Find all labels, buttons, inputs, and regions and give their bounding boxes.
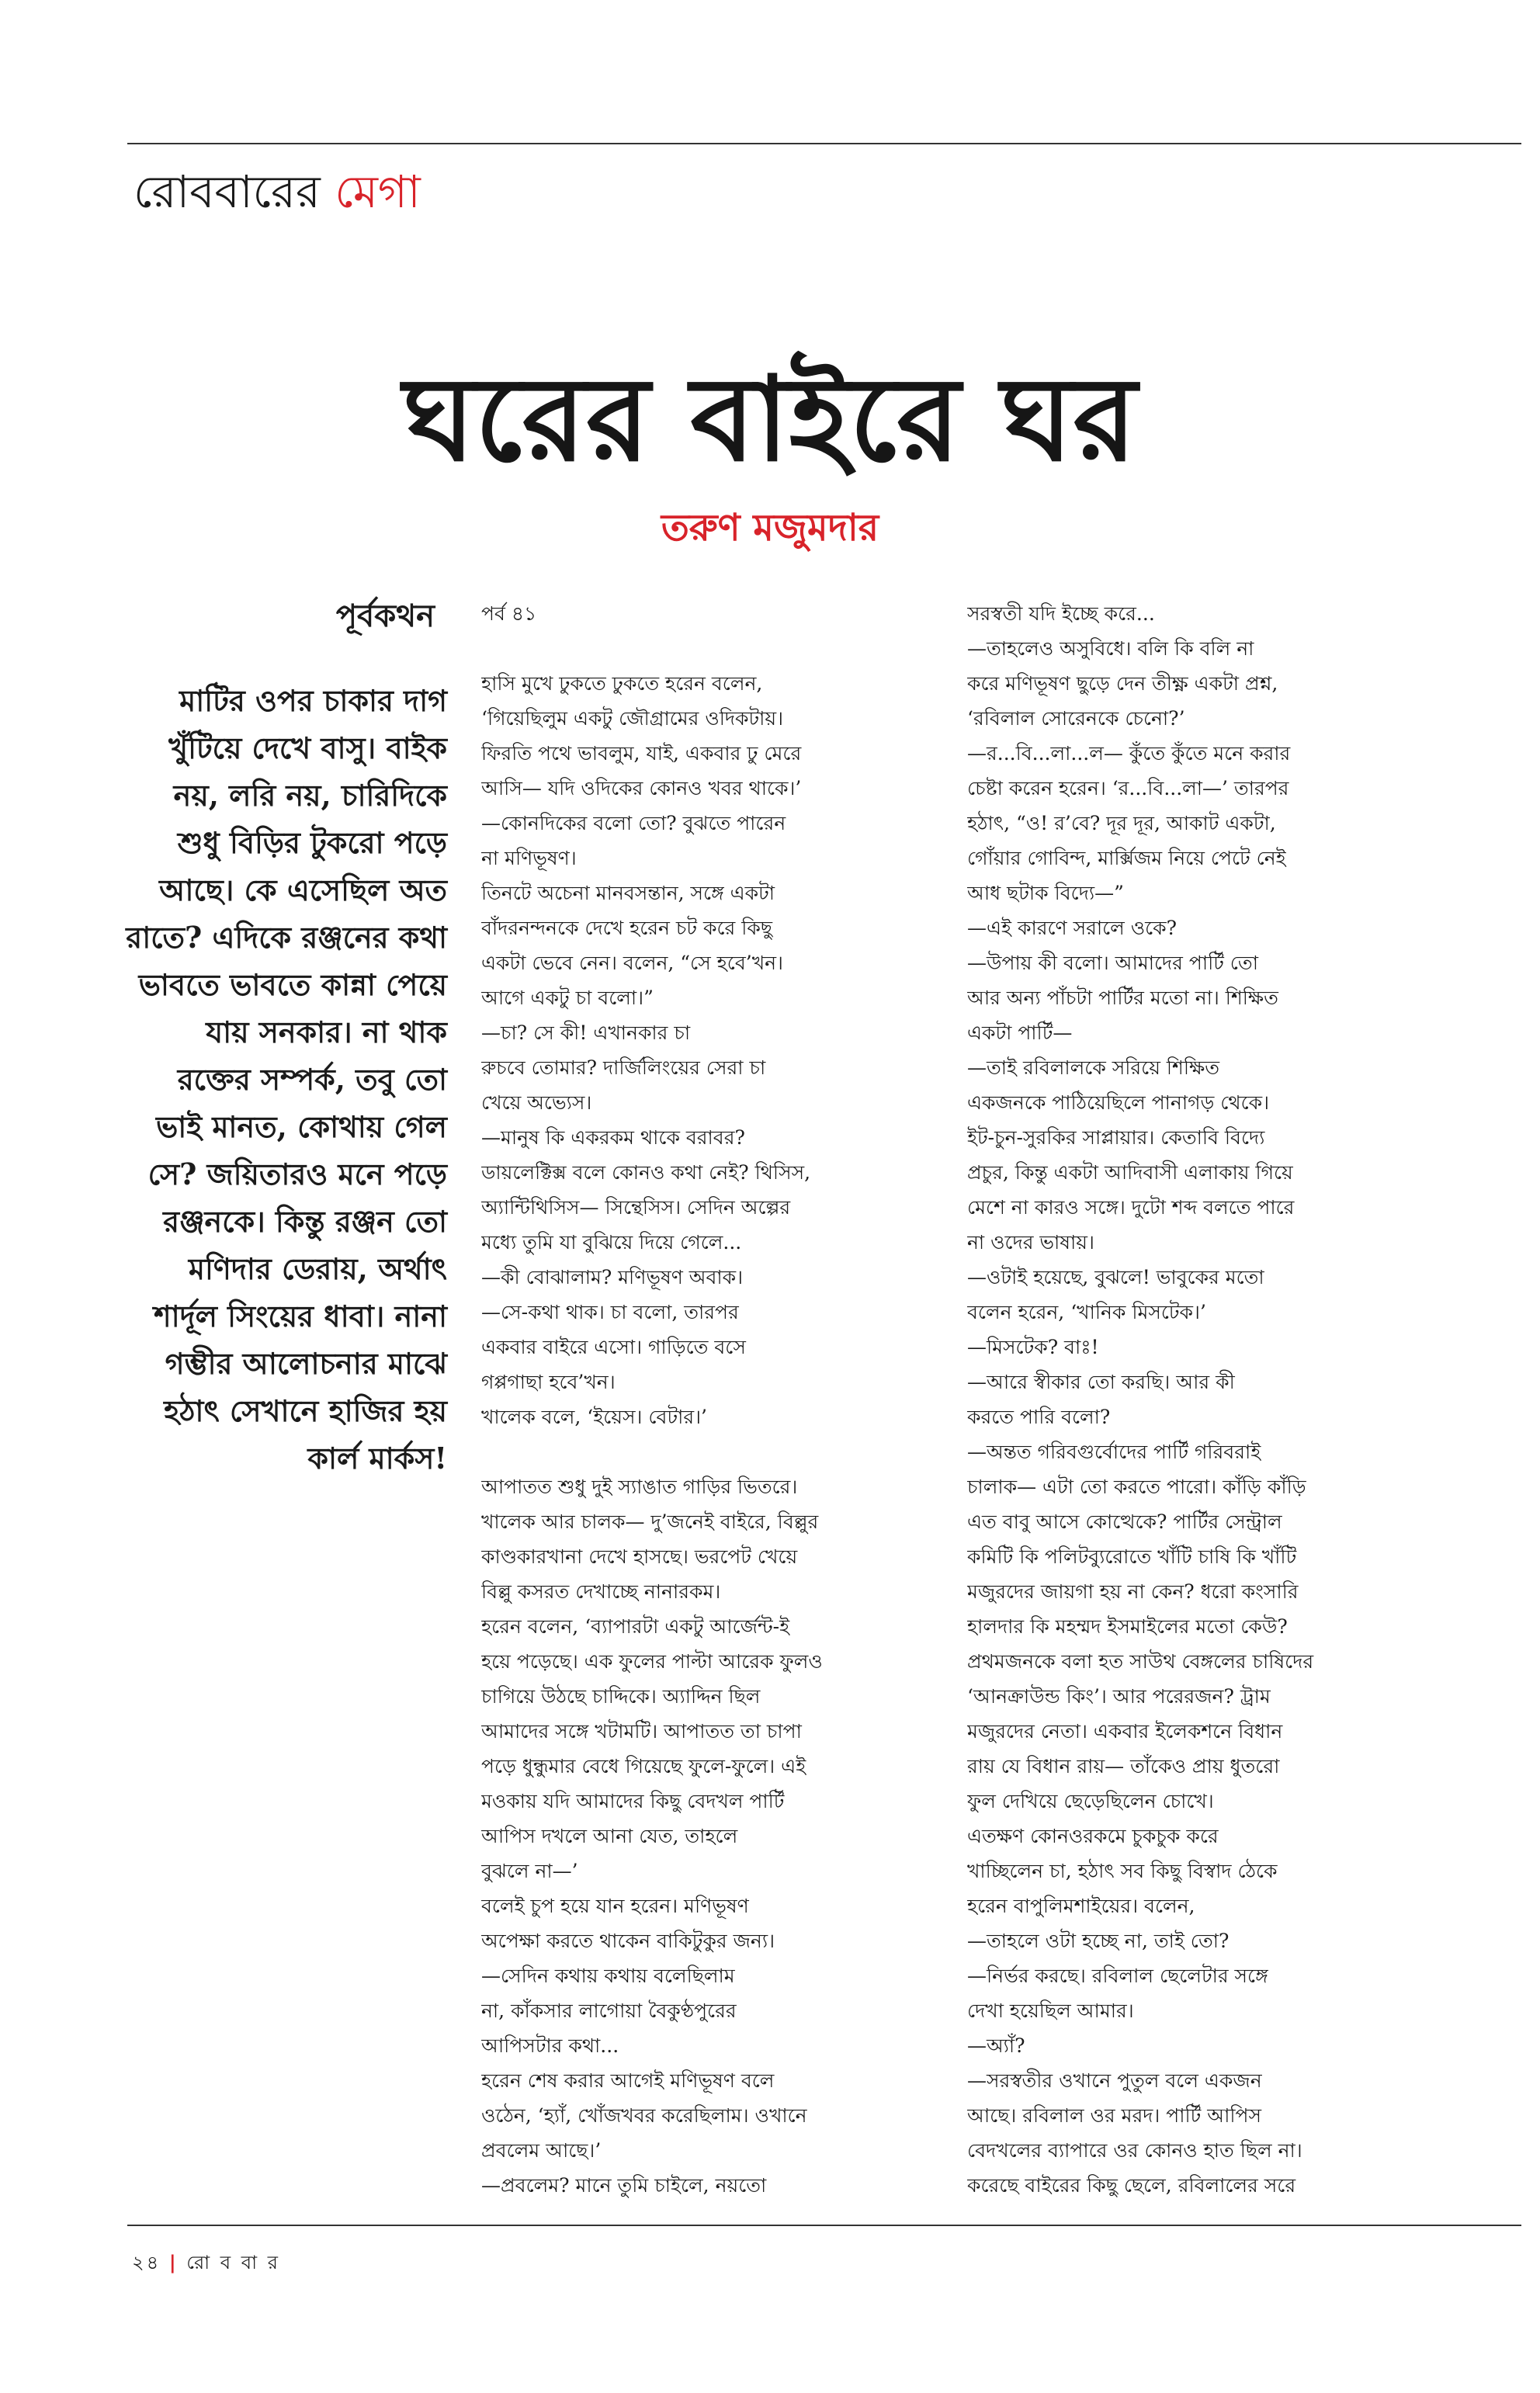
text-line: মেশে না কারও সঙ্গে। দুটো শব্দ বলতে পারে [967,1196,1295,1219]
text-line: —কোনদিকের বলো তো? বুঝতে পারেন [481,812,786,834]
text-line: —র...বি...লা...ল— কুঁতে কুঁতে মনে করার [967,742,1291,765]
text-line: করেছে বাইরের কিছু ছেলে, রবিলালের সরে [967,2174,1296,2197]
author-name: তরুণ মজুমদার [661,506,879,550]
text-line: আসি— যদি ওদিকের কোনও খবর থাকে।’ [481,777,802,799]
text-line: —তাহলেও অসুবিধে। বলি কি বলি না [967,637,1254,660]
text-line: —অ্যাঁ? [967,2034,1025,2057]
text-line: ফিরতি পথে ভাবলুম, যাই, একবার ঢু মেরে [481,742,802,765]
text-line: চালাক— এটা তো করতে পারো। কাঁড়ি কাঁড়ি [967,1476,1306,1498]
text-line: মজুরদের নেতা। একবার ইলেকশনে বিধান [967,1720,1283,1743]
text-line: —উপায় কী বলো। আমাদের পার্টি তো [967,952,1258,974]
text-line: হয়ে পড়েছে। এক ফুলের পাল্টা আরেক ফুলও [481,1650,823,1673]
bottom-rule [127,2225,1521,2226]
text-line: আপিসটার কথা... [481,2034,619,2057]
text-line: —অন্তত গরিবগুর্বোদের পার্টি গরিবরাই [967,1441,1261,1463]
text-line: বলেন হরেন, ‘খানিক মিসটেক।’ [967,1301,1206,1323]
text-line: —সরস্বতীর ওখানে পুতুল বলে একজন [967,2069,1262,2092]
text-line: করে মণিভূষণ ছুড়ে দেন তীক্ষ্ণ একটা প্রশ্ন, [967,672,1278,695]
text-line: আপাতত শুধু দুই স্যাঙাত গাড়ির ভিতরে। [481,1476,798,1498]
text-line: খাচ্ছিলেন চা, হঠাৎ সব কিছু বিস্বাদ ঠেকে [967,1860,1278,1882]
text-line: হাসি মুখে ঢুকতে ঢুকতে হরেন বলেন, [481,672,763,695]
text-line: না ওদের ভাষায়। [967,1231,1094,1254]
text-line: ‘গিয়েছিলুম একটু জৌগ্রামের ওদিকটায়। [481,707,784,730]
text-line: আর অন্য পাঁচটা পার্টির মতো না। শিক্ষিত [967,987,1278,1009]
text-line: —প্রবলেম? মানে তুমি চাইলে, নয়তো [481,2174,767,2197]
text-line: —এই কারণে সরালে ওকে? [967,917,1178,939]
text-line: না মণিভূষণ। [481,847,577,869]
section-header [134,165,421,219]
page-footer [132,2251,280,2274]
text-line: চাগিয়ে উঠছে চাদ্দিকে। অ্যাদ্দিন ছিল [481,1685,761,1708]
footer-separator: | [168,2252,179,2273]
text-line: গোঁয়ার গোবিন্দ, মার্ক্সিজম নিয়ে পেটে নেই [967,847,1286,869]
text-line: খেয়ে অভ্যেস। [481,1091,592,1114]
text-line: বেদখলের ব্যাপারে ওর কোনও হাত ছিল না। [967,2139,1302,2162]
section-accent: মেগা [335,165,421,218]
text-line: —তাহলে ওটা হচ্ছে না, তাই তো? [967,1930,1230,1952]
text-line: ফুল দেখিয়ে ছেড়েছিলেন চোখে। [967,1790,1214,1812]
recap-text: মাটির ওপর চাকার দাগ খুঁটিয়ে দেখে বাসু। বাইক নয়, লরি নয়, চারিদিকে শুধু বিড়ির টুকরো পড়ে আছে। কে এসেছিল অত রাতে? এদিকে রঞ্জনের কথা ভাবতে ভাবতে কান্না পেয়ে যায় সনকার। না থাক রক্তের সম্পর্ক, তবু তো ভাই মানত, কোথায় গেল সে? জয়িতারও মনে পড়ে রঞ্জনকে। কিন্তু রঞ্জন তো মণিদার ডেরায়, অর্থাৎ শার্দূল সিংয়ের ধাবা। নানা গম্ভীর আলোচনার মাঝে হঠাৎ সেখানে হাজির হয় কার্ল মার্কস! [126,683,447,1476]
article-column-right [967,596,1402,2203]
text-line: আপিস দখলে আনা যেত, তাহলে [481,1825,738,1847]
text-line: —নির্ভর করছে। রবিলাল ছেলেটার সঙ্গে [967,1965,1268,1987]
text-line: মওকায় যদি আমাদের কিছু বেদখল পার্টি [481,1790,785,1812]
article-column-middle [481,596,900,2203]
text-line: গপ্পগাছা হবে’খন। [481,1371,616,1393]
text-line: প্রচুর, কিন্তু একটা আদিবাসী এলাকায় গিয়ে [967,1161,1293,1184]
text-line: প্রবলেম আছে।’ [481,2139,602,2162]
text-line: প্রথমজনকে বলা হত সাউথ বেঙ্গলের চাষিদের [967,1650,1314,1673]
text-line: বাঁদরনন্দনকে দেখে হরেন চট করে কিছু [481,917,773,939]
text-line: ‘আনক্রাউন্ড কিং’। আর পরেরজন? ট্রাম [967,1685,1271,1708]
text-line: কমিটি কি পলিটব্যুরোতে খাঁটি চাষি কি খাঁটি [967,1545,1297,1568]
text-line: ইট-চুন-সুরকির সাপ্লায়ার। কেতাবি বিদ্যে [967,1126,1265,1149]
text-line: —তাই রবিলালকে সরিয়ে শিক্ষিত [967,1056,1220,1079]
text-line: কাণ্ডকারখানা দেখে হাসছে। ভরপেট খেয়ে [481,1545,798,1568]
text-line: আমাদের সঙ্গে খটামটি। আপাতত তা চাপা [481,1720,802,1743]
text-line: হরেন বাপুলিমশাইয়ের। বলেন, [967,1895,1195,1917]
text-line: এত বাবু আসে কোত্থেকে? পার্টির সেন্ট্রাল [967,1510,1282,1533]
text-line: সরস্বতী যদি ইচ্ছে করে... [967,602,1155,625]
text-line: ‘রবিলাল সোরেনকে চেনো?’ [967,707,1185,730]
text-line: পড়ে ধুন্ধুমার বেধে গিয়েছে ফুলে-ফুলে। এই [481,1755,806,1777]
text-line: বলেই চুপ হয়ে যান হরেন। মণিভূষণ [481,1895,749,1917]
text-line: ওঠেন, ‘হ্যাঁ, খোঁজখবর করেছিলাম। ওখানে [481,2104,807,2127]
text-line: করতে পারি বলো? [967,1406,1111,1428]
text-line: —চা? সে কী! এখানকার চা [481,1021,691,1044]
text-line: মজুরদের জায়গা হয় না কেন? ধরো কংসারি [967,1580,1299,1603]
text-line: —মিসটেক? বাঃ! [967,1336,1099,1358]
paragraph-gap [481,631,900,666]
text-line: —আরে স্বীকার তো করছি। আর কী [967,1371,1235,1393]
text-line: রায় যে বিধান রায়— তাঁকেও প্রায় ধুতরো [967,1755,1280,1777]
recap-heading: পূর্বকথন [335,598,435,634]
text-line: আধ ছটাক বিদ্যে—” [967,882,1124,904]
text-line: বিল্লু কসরত দেখাচ্ছে নানারকম। [481,1580,721,1603]
paragraph-gap [481,1434,900,1469]
text-line: হঠাৎ, “ও! র’বে? দূর দূর, আকাট একটা, [967,812,1276,834]
text-line: —মানুষ কি একরকম থাকে বরাবর? [481,1126,745,1149]
text-line: রুচবে তোমার? দার্জিলিংয়ের সেরা চা [481,1056,766,1079]
text-line: না, কাঁকসার লাগোয়া বৈকুণ্ঠপুরের [481,1999,737,2022]
text-line: পর্ব ৪১ [481,602,537,625]
text-line: চেষ্টা করেন হরেন। ‘র...বি...লা—’ তারপর [967,777,1289,799]
text-line: —ওটাই হয়েছে, বুঝলে! ভাবুকের মতো [967,1266,1264,1288]
top-rule [127,143,1521,144]
text-line: ডায়লেক্টিক্স বলে কোনও কথা নেই? থিসিস, [481,1161,811,1184]
text-line: বুঝলে না—’ [481,1860,578,1882]
magazine-name: রো ব বা র [186,2252,280,2273]
text-line: দেখা হয়েছিল আমার। [967,1999,1134,2022]
text-line: —কী বোঝালাম? মণিভূষণ অবাক। [481,1266,744,1288]
article-title: ঘরের বাইরে ঘর [403,351,1137,487]
text-line: হরেন বলেন, ‘ব্যাপারটা একটু আর্জেন্ট-ই [481,1615,790,1638]
text-line: একটা ভেবে নেন। বলেন, “সে হবে’খন। [481,952,783,974]
text-line: একবার বাইরে এসো। গাড়িতে বসে [481,1336,746,1358]
text-line: মধ্যে তুমি যা বুঝিয়ে দিয়ে গেলে... [481,1231,742,1254]
text-line: অ্যান্টিথিসিস— সিন্থেসিস। সেদিন অল্পের [481,1196,791,1219]
text-line: আছে। রবিলাল ওর মরদ। পার্টি আপিস [967,2104,1262,2127]
text-line: এতক্ষণ কোনওরকমে চুকচুক করে [967,1825,1219,1847]
text-line: একটা পার্টি— [967,1021,1073,1044]
text-line: অপেক্ষা করতে থাকেন বাকিটুকুর জন্য। [481,1930,775,1952]
text-line: হরেন শেষ করার আগেই মণিভূষণ বলে [481,2069,775,2092]
text-line: একজনকে পাঠিয়েছিলে পানাগড় থেকে। [967,1091,1270,1114]
text-line: —সে-কথা থাক। চা বলো, তারপর [481,1301,739,1323]
text-line: খালেক বলে, ‘ইয়েস। বেটার।’ [481,1406,707,1428]
page-number: ২৪ [132,2252,161,2273]
text-line: —সেদিন কথায় কথায় বলেছিলাম [481,1965,735,1987]
text-line: তিনটে অচেনা মানবসন্তান, সঙ্গে একটা [481,882,775,904]
section-prefix: রোববারের [134,165,321,218]
text-line: খালেক আর চালক— দু’জনেই বাইরে, বিল্লুর [481,1510,819,1533]
text-line: আগে একটু চা বলো।” [481,987,654,1009]
text-line: হালদার কি মহম্মদ ইসমাইলের মতো কেউ? [967,1615,1288,1638]
